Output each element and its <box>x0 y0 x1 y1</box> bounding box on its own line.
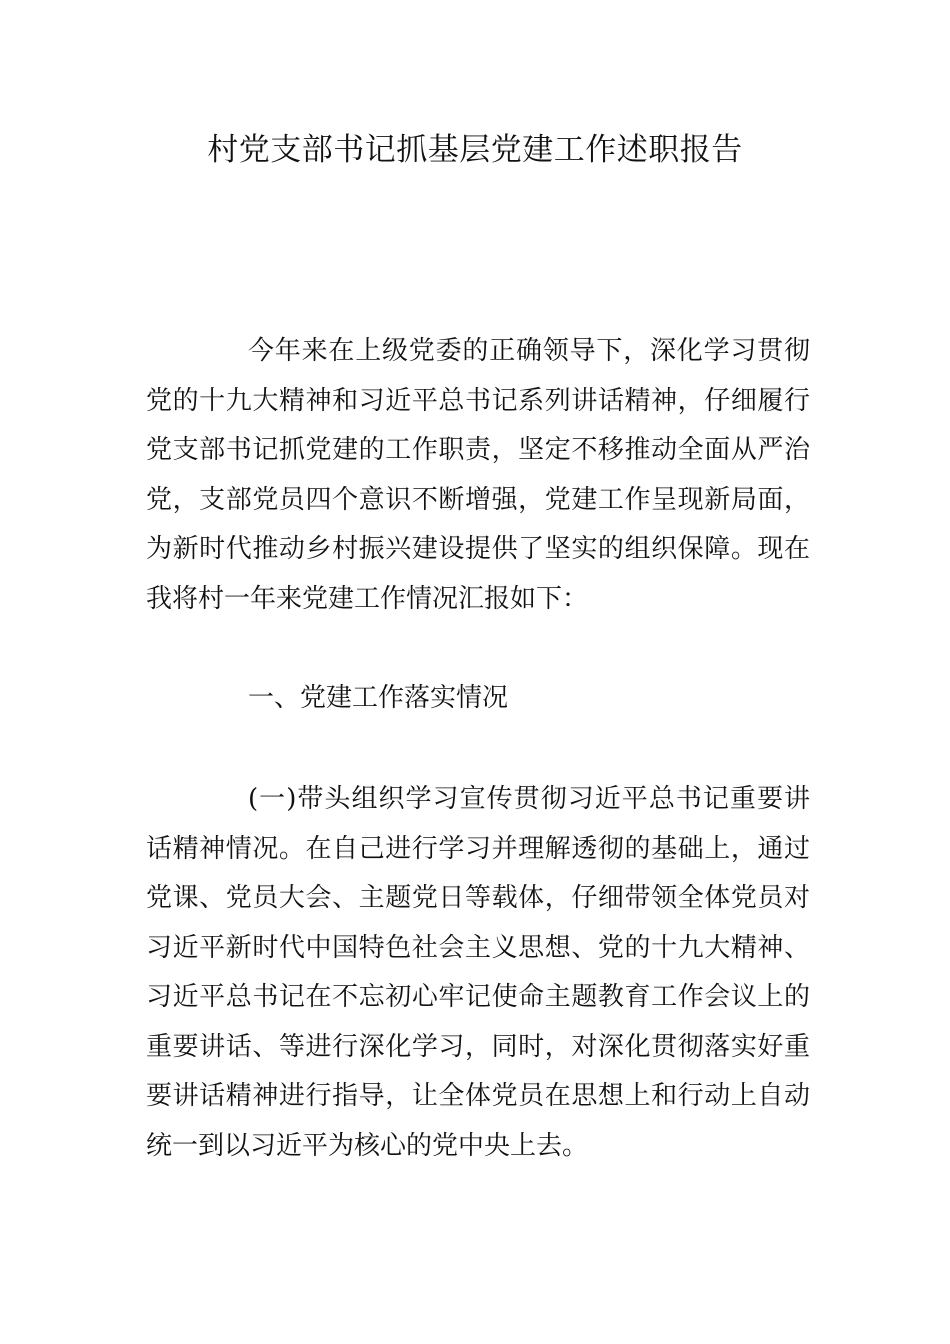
intro-paragraph: 今年来在上级党委的正确领导下，深化学习贯彻党的十九大精神和习近平总书记系列讲话精神，仔细履行党支部书记抓党建的工作职责，坚定不移推动全面从严治党，支部党员四个意识不断增强，党建工作呈现新局面，为新时代推动乡村振兴建设提供了坚实的组织保障。现在我将村一年来党建工作情况汇报如下： <box>146 336 810 614</box>
subsection-paragraph: (一)带头组织学习宣传贯彻习近平总书记重要讲话精神情况。在自己进行学习并理解透彻的基础上，通过党课、党员大会、主题党日等载体，仔细带领全体党员对习近平新时代中国特色社会主义思想、党的十九大精神、习近平总书记在不忘初心牢记使命主题教育工作会议上的重要讲话、等进行深化学习，同时，对深化贯彻落实好重要讲话精神进行指导，让全体党员在思想上和行动上自动统一到以习近平为核心的党中央上去。 <box>146 784 810 1161</box>
section-heading: 一、党建工作落实情况 <box>248 683 509 713</box>
document-title: 村党支部书记抓基层党建工作述职报告 <box>207 132 743 168</box>
